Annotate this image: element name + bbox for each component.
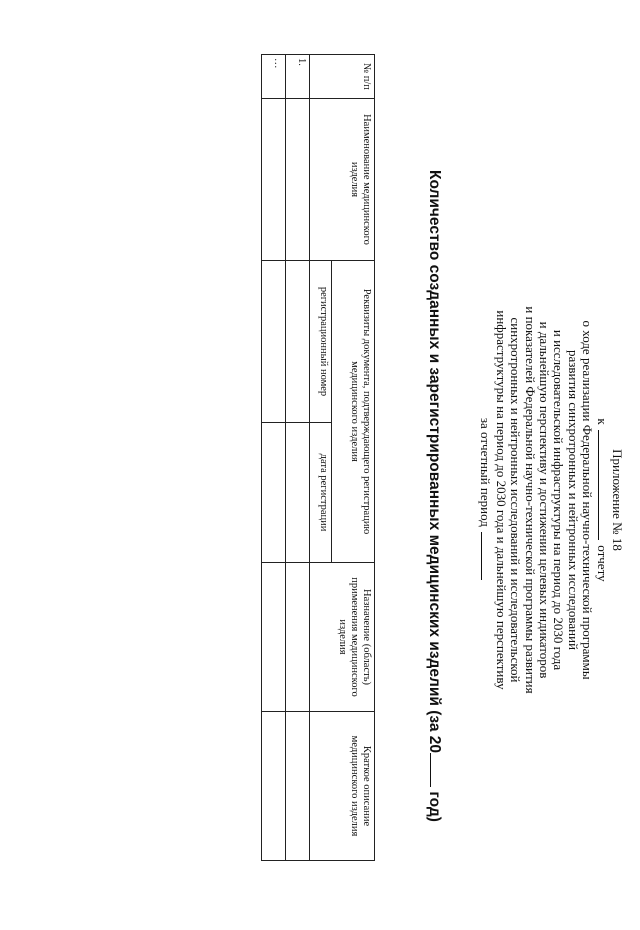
header-registration-docs: Реквизиты документа, подтверждающего регистрацию медицинского изделия [332, 261, 375, 563]
document-header [478, 70, 624, 930]
header-line-2: развития синхротронных и нейтронных исследований [565, 349, 581, 651]
table-row [262, 55, 286, 861]
header-line-7: инфраструктуры на период до 2030 года и дальнейшую перспективу [493, 310, 509, 690]
table-row [286, 55, 310, 861]
header-line-4: и дальнейшую перспективу и достижении целевых индикаторов [536, 321, 552, 679]
cell-reg-date [286, 423, 310, 563]
header-reg-number: регистрационный номер [310, 261, 332, 423]
period-label: за отчетный период [478, 417, 494, 527]
row-number: 1. [286, 55, 310, 99]
cell-purpose [286, 563, 310, 712]
appendix-number: Приложение № 18 [610, 449, 625, 551]
header-purpose: Назначение (область) применения медицинского изделия [310, 563, 375, 712]
cell-reg-number [262, 261, 286, 423]
report-reference [594, 70, 609, 930]
header-line-5: и показателей Федеральной научно-технической программы развития [522, 306, 538, 694]
cell-description [262, 712, 286, 861]
medical-devices-table [261, 54, 375, 861]
reporting-period [478, 70, 493, 930]
cell-device-name [262, 99, 286, 261]
cell-device-name [286, 99, 310, 261]
period-blank [481, 532, 493, 580]
cell-reg-date [262, 423, 286, 563]
header-line-6: синхротронных и нейтронных исследований и исследовательской [508, 317, 524, 683]
header-number: № п/п [310, 55, 375, 99]
cell-description [286, 712, 310, 861]
title-suffix: год) [426, 787, 443, 822]
header-line-3: и исследовательской инфраструктуры на период до 2030 года [551, 329, 567, 671]
to-prefix: к [594, 418, 610, 425]
header-reg-date: дата регистрации [310, 423, 332, 563]
table-header-row [332, 55, 375, 861]
header-device-name: Наименование медицинского изделия [310, 99, 375, 261]
title-text: Количество созданных и зарегистрированных медицинских изделий (за 20 [426, 170, 443, 754]
report-title [425, 170, 444, 822]
report-blank [598, 430, 610, 540]
cell-purpose [262, 563, 286, 712]
header-description: Краткое описание медицинского изделия [310, 712, 375, 861]
report-word: отчету [594, 545, 610, 582]
header-line-1: о ходе реализации Федеральной научно-технической программы [580, 320, 596, 680]
cell-reg-number [286, 261, 310, 423]
row-number: … [262, 55, 286, 99]
year-blank [430, 753, 444, 787]
